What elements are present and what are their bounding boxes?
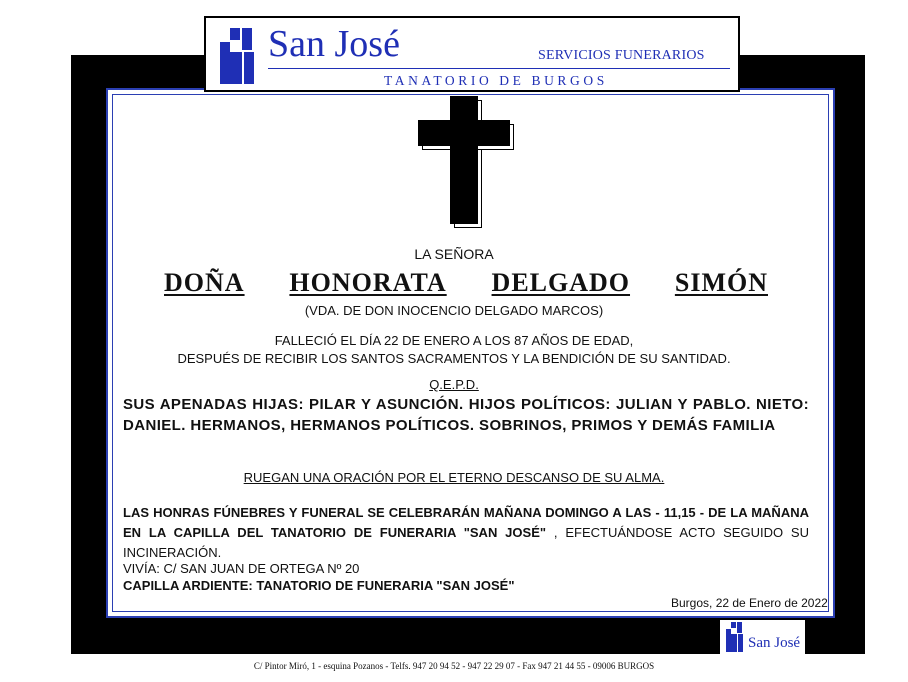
services-label: SERVICIOS FUNERARIOS <box>538 48 705 63</box>
date-line: Burgos, 22 de Enero de 2022 <box>671 596 828 610</box>
qepd-label: Q.E.P.D. <box>429 377 479 392</box>
family-list: SUS APENADAS HIJAS: PILAR Y ASUNCIÓN. HIJOS POLÍTICOS: JULIAN Y PABLO. NIETO: DANIEL. HERMANOS, HERMANOS POLÍTICOS. SOBRINOS, PRIMOS Y DEMÁS FAMILIA <box>123 396 809 434</box>
name-word: DELGADO <box>491 268 631 297</box>
name-word: HONORATA <box>289 268 447 297</box>
chapel-line: CAPILLA ARDIENTE: TANATORIO DE FUNERARIA "SAN JOSÉ" <box>123 578 515 593</box>
deceased-name <box>164 268 768 298</box>
intro-label: LA SEÑORA <box>414 246 494 262</box>
death-statement-line: FALLECIÓ EL DÍA 22 DE ENERO A LOS 87 AÑOS DE EDAD, <box>274 333 634 348</box>
widow-of-line: (VDA. DE DON INOCENCIO DELGADO MARCOS) <box>304 303 604 318</box>
funeral-details-rest: , EFECTUÁNDOSE ACTO SEGUIDO SU INCINERACIÓN. <box>123 525 809 560</box>
brand-name: San José <box>268 23 400 65</box>
prayer-request: RUEGAN UNA ORACIÓN POR EL ETERNO DESCANSO DE SU ALMA. <box>243 470 665 485</box>
death-statement <box>0 332 908 368</box>
footer-logo <box>720 620 805 656</box>
name-word: SIMÓN <box>674 268 768 297</box>
funeral-details <box>123 503 809 563</box>
death-statement-line: DESPUÉS DE RECIBIR LOS SANTOS SACRAMENTOS Y LA BENDICIÓN DE SU SANTIDAD. <box>177 351 731 366</box>
header-box <box>204 16 740 92</box>
tanatorio-label: TANATORIO DE BURGOS <box>384 73 608 88</box>
footer-brand-name: San José <box>748 635 801 651</box>
name-word: DOÑA <box>164 268 245 297</box>
header-divider <box>268 68 730 69</box>
funeral-details-bold: LAS HONRAS FÚNEBRES Y FUNERAL SE CELEBRARÁN MAÑANA DOMINGO A LAS - 11,15 - DE LA MAÑANA EN LA CAPILLA DEL TANATORIO DE FUNERARIA "SAN JOSÉ" <box>123 505 809 540</box>
cross-icon <box>418 96 510 228</box>
footer-address: C/ Pintor Miró, 1 - esquina Pozanos - Telfs. 947 20 94 52 - 947 22 29 07 - Fax 947 21 44 55 - 09006 BURGOS <box>253 661 655 671</box>
residence-line: VIVÍA: C/ SAN JUAN DE ORTEGA Nº 20 <box>123 561 360 576</box>
san-jose-logo-icon <box>726 622 744 652</box>
san-jose-logo-icon <box>220 28 256 84</box>
